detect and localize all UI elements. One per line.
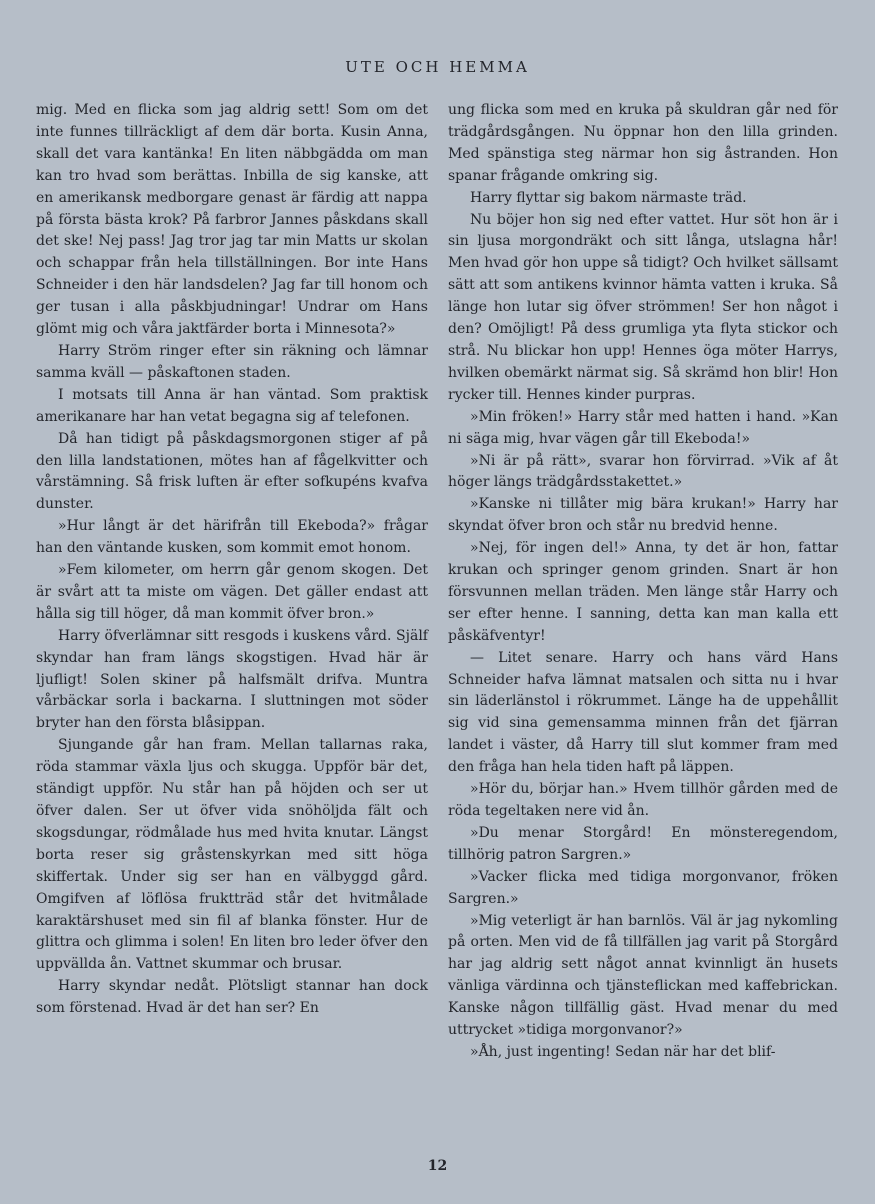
paragraph: Nu böjer hon sig ned efter vattet. Hur söt hon är i sin ljusa morgondräkt och sitt långa, utslagna hår! Men hvad gör hon uppe så tidigt? Och hvilket sällsamt sätt att som antikens kvinnor hämta vatten i kruka. Så länge hon lutar sig öfver strömmen! Ser hon något i den? Omöjligt! På dess grumliga yta flyta stickor och strå. Nu blickar hon upp! Hennes öga möter Harrys, hvilken obemärkt närmat sig. Så skrämd hon blir! Hon rycker till. Hennes kinder purpras. <box>448 211 838 403</box>
paragraph: Harry Ström ringer efter sin räkning och lämnar samma kväll — påskaftonen staden. <box>36 342 428 381</box>
paragraph: »Min fröken!» Harry står med hatten i hand. »Kan ni säga mig, hvar vägen går till Ekeboda!» <box>448 408 838 447</box>
paragraph: »Vacker flicka med tidiga morgonvanor, fröken Sargren.» <box>448 868 838 907</box>
paragraph: Harry skyndar nedåt. Plötsligt stannar han dock som förstenad. Hvad är det han ser? En <box>36 978 428 1017</box>
paragraph: Harry öfverlämnar sitt resgods i kuskens vård. Själf skyndar han fram längs skogstigen. Hvad här är ljufligt! Solen skiner på halfsmält drifva. Muntra vårbäckar sorla i backarna. I sluttningen mot söder bryter han den första blåsippan. <box>36 627 428 732</box>
paragraph: »Mig veterligt är han barnlös. Väl är jag nykomling på orten. Men vid de få tillfällen jag varit på Storgård har jag aldrig sett något annat kvinnligt än husets vänliga värdinna och tjänsteflickan med kaffebrickan. Kanske någon tillfällig gäst. Hvad menar du med uttrycket »tidiga morgonvanor?» <box>448 912 838 1039</box>
paragraph: »Fem kilometer, om herrn går genom skogen. Det är svårt att ta miste om vägen. Det gäller endast att hålla sig till höger, då man kommit öfver bron.» <box>36 562 428 622</box>
running-title: UTE OCH HEMMA <box>345 58 530 76</box>
paragraph: »Du menar Storgård! En mönsteregendom, tillhörig patron Sargren.» <box>448 824 838 863</box>
right-column <box>448 100 838 1064</box>
paragraph: Sjungande går han fram. Mellan tallarnas raka, röda stammar växla ljus och skugga. Uppför bär det, ständigt uppför. Nu står han på höjden och ser ut öfver dalen. Ser ut öfver vida snöhöljda fält och skogsdungar, rödmålade hus med hvita knutar. Längst borta reser sig gråstenskyrkan med sitt höga skiffertak. Under sig ser han en välbyggd gård. Omgifven af löflösa fruktträd står det hvitmålade karaktärshuset med sin fil af blanka fönster. Hur de glittra och glimma i solen! En liten bro leder öfver den uppvällda ån. Vattnet skummar och brusar. <box>36 737 428 973</box>
paragraph: »Ni är på rätt», svarar hon förvirrad. »Vik af åt höger längs trädgårdsstakettet.» <box>448 452 838 491</box>
paragraph: »Nej, för ingen del!» Anna, ty det är hon, fattar krukan och springer genom grinden. Snart är hon försvunnen mellan träden. Men länge står Harry och ser efter henne. I sanning, detta kan man kalla ett påskäfventyr! <box>448 540 838 644</box>
paragraph: I motsats till Anna är han väntad. Som praktisk amerikanare har han vetat begagna sig af telefonen. <box>36 386 428 425</box>
paragraph: mig. Med en flicka som jag aldrig sett! Som om det inte funnes tillräckligt af dem där borta. Kusin Anna, skall det vara kantänka! En liten näbbgädda om man kan tro hvad som berättas. Inbilla de sig kanske, att en amerikansk medborgare genast är färdig att nappa på första bästa krok? På farbror Jannes påskdans skall det ske! Nej pass! Jag tror jag tar min Matts ur skolan och schappar från hela tillställningen. Bor inte Hans Schneider i den här landsdelen? Jag far till honom och ger tusan i alla påskbjudningar! Undrar om Hans glömt mig och våra jaktfärder borta i Minnesota?» <box>36 102 428 338</box>
paragraph: — Litet senare. Harry och hans värd Hans Schneider hafva lämnat matsalen och sitta nu i hvar sin läderlänstol i rökrummet. Länge ha de uppehållit sig vid sina gemensamma minnen från det fjärran landet i väster, då Harry till slut kommer fram med den fråga han hela tiden haft på läppen. <box>448 649 838 776</box>
paragraph: ung flicka som med en kruka på skuldran går ned för trädgårdsgången. Nu öppnar hon den lilla grinden. Med spänstiga steg närmar hon sig åstranden. Hon spanar frågande omkring sig. <box>448 102 838 184</box>
paragraph: Harry flyttar sig bakom närmaste träd. <box>470 189 747 206</box>
paragraph: »Kanske ni tillåter mig bära krukan!» Harry har skyndat öfver bron och står nu bredvid henne. <box>448 496 838 535</box>
left-column <box>36 100 428 1020</box>
paragraph: »Hör du, börjar han.» Hvem tillhör gården med de röda tegeltaken nere vid ån. <box>448 781 838 819</box>
page-number: 12 <box>427 1158 448 1174</box>
paragraph: Då han tidigt på påskdagsmorgonen stiger af på den lilla landstationen, mötes han af fågelkvitter och vårstämning. Så frisk luften är efter sofkupéns kvafva dunster. <box>36 430 428 513</box>
paragraph: »Hur långt är det härifrån till Ekeboda?» frågar han den väntande kusken, som kommit emot honom. <box>36 518 428 557</box>
paragraph: »Åh, just ingenting! Sedan när har det blif- <box>470 1043 776 1060</box>
